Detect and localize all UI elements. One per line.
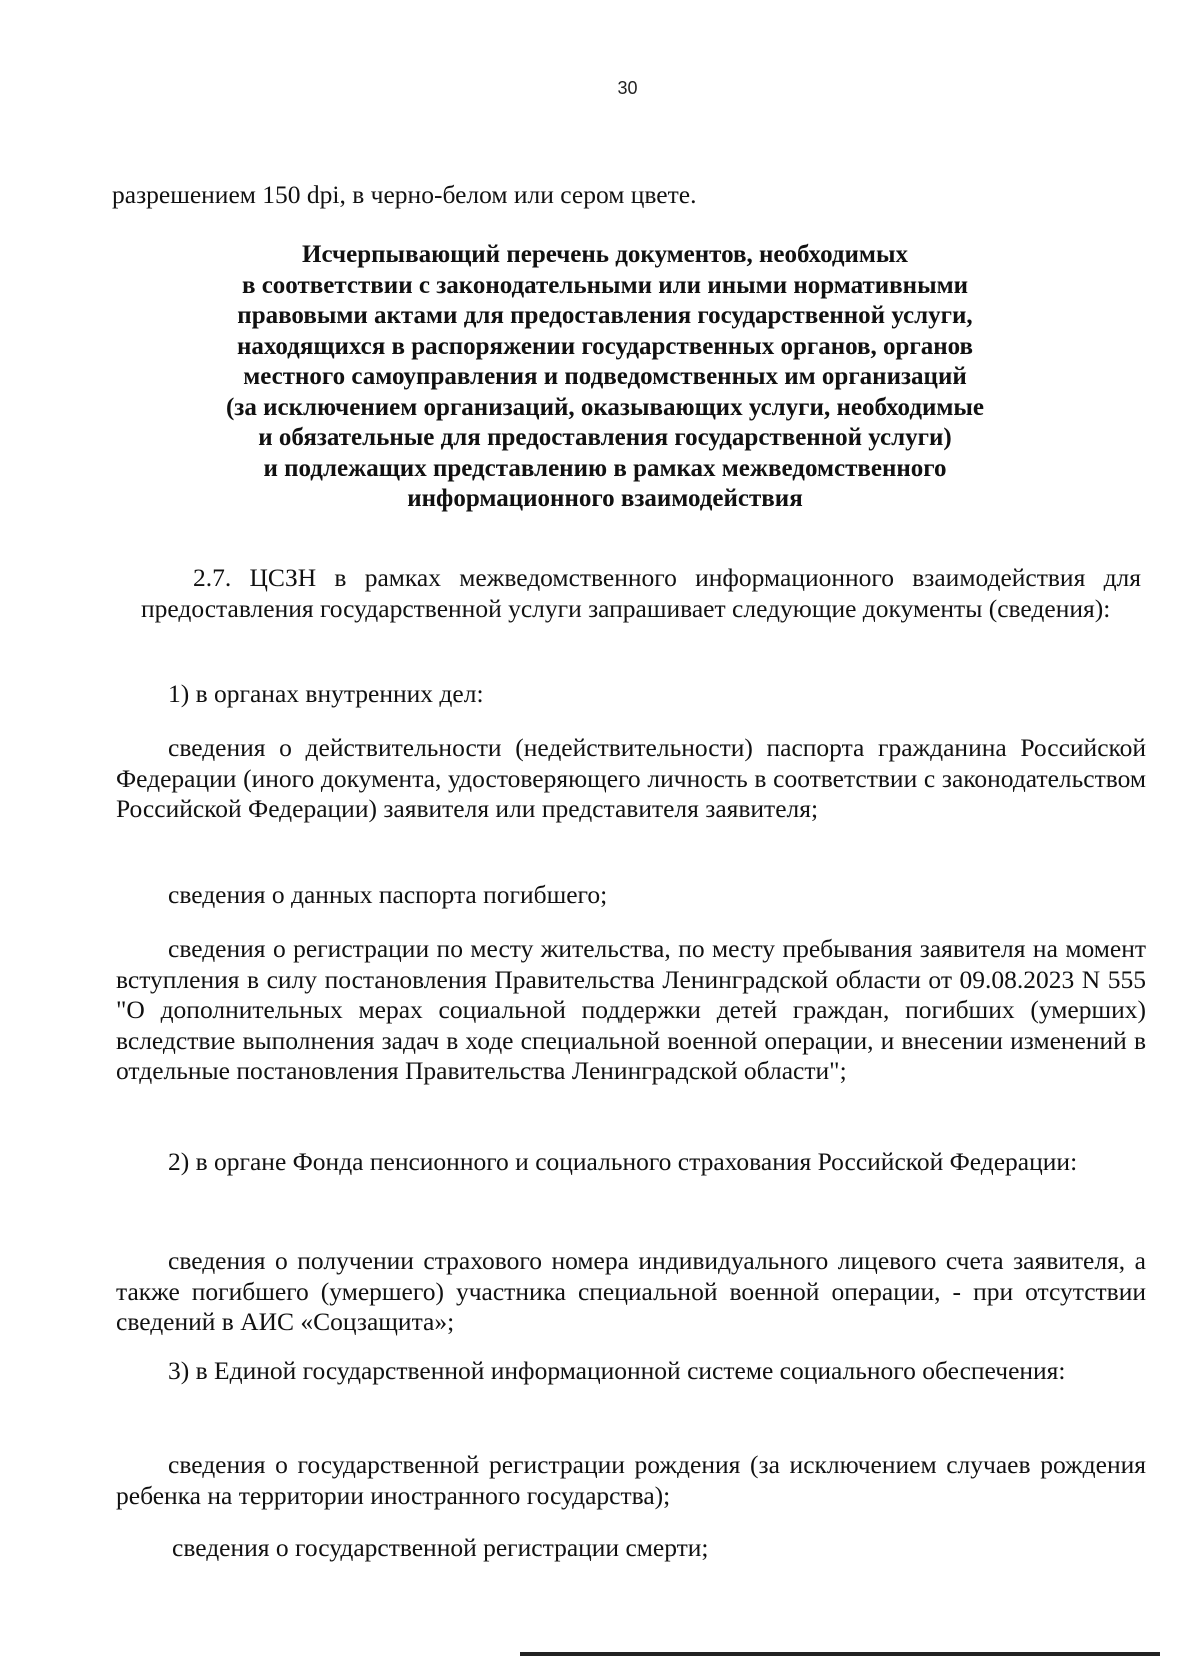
heading-line: в соответствии с законодательными или иными нормативными (241, 271, 969, 299)
paragraph-passport-deceased: сведения о данных паспорта погибшего; (168, 880, 608, 909)
paragraph-passport-validity: сведения о действительности (недействительности) паспорта гражданина Российской Федерации (иного документа, удостоверяющего личность в соответствии с законодательством Российской Федерации) заявителя или представителя заявителя; (116, 733, 1146, 823)
page-number: 30 (617, 78, 638, 98)
paragraph-2-7: 2.7. ЦСЗН в рамках межведомственного информационного взаимодействия для предоставления государственной услуги запрашивает следующие документы (сведения): (141, 563, 1141, 623)
paragraph-death-registration: сведения о государственной регистрации смерти; (172, 1533, 709, 1562)
heading-line: информационного взаимодействия (407, 485, 803, 512)
heading-line: местного самоуправления и подведомственных им организаций (243, 363, 967, 390)
paragraph-birth-registration: сведения о государственной регистрации рождения (за исключением случаев рождения ребенка на территории иностранного государства); (116, 1450, 1146, 1510)
list-item-2: 2) в органе Фонда пенсионного и социального страхования Российской Федерации: (168, 1147, 1078, 1176)
heading-line: и обязательные для предоставления государственной услуги) (258, 424, 952, 451)
heading-line: и подлежащих представлению в рамках межведомственного (263, 454, 947, 482)
list-item-3: 3) в Единой государственной информационной системе социального обеспечения: (168, 1356, 1066, 1385)
paragraph-registration: сведения о регистрации по месту жительства, по месту пребывания заявителя на момент вступления в силу постановления Правительства Ленинградской области от 09.08.2023 N 555 "О дополнительных мерах социальной поддержки детей граждан, погибших (умерших) вследствие выполнения задач в ходе специальной военной операции, и внесении изменений в отдельные постановления Правительства Ленинградской области"; (116, 934, 1146, 1085)
heading-line: находящихся в распоряжении государственных органов, органов (236, 332, 974, 360)
section-heading (140, 240, 1070, 515)
scan-edge-line (520, 1652, 1160, 1656)
heading-line: Исчерпывающий перечень документов, необходимых (302, 241, 908, 268)
heading-line: (за исключением организаций, оказывающих услуги, необходимые (225, 393, 985, 421)
paragraph-continuation: разрешением 150 dpi, в черно-белом или сером цвете. (112, 180, 697, 209)
paragraph-snils: сведения о получении страхового номера индивидуального лицевого счета заявителя, а также погибшего (умершего) участника специальной военной операции, - при отсутствии сведений в АИС «Соцзащита»; (116, 1246, 1146, 1336)
list-item-1: 1) в органах внутренних дел: (168, 679, 484, 708)
heading-line: правовыми актами для предоставления государственной услуги, (237, 302, 973, 329)
